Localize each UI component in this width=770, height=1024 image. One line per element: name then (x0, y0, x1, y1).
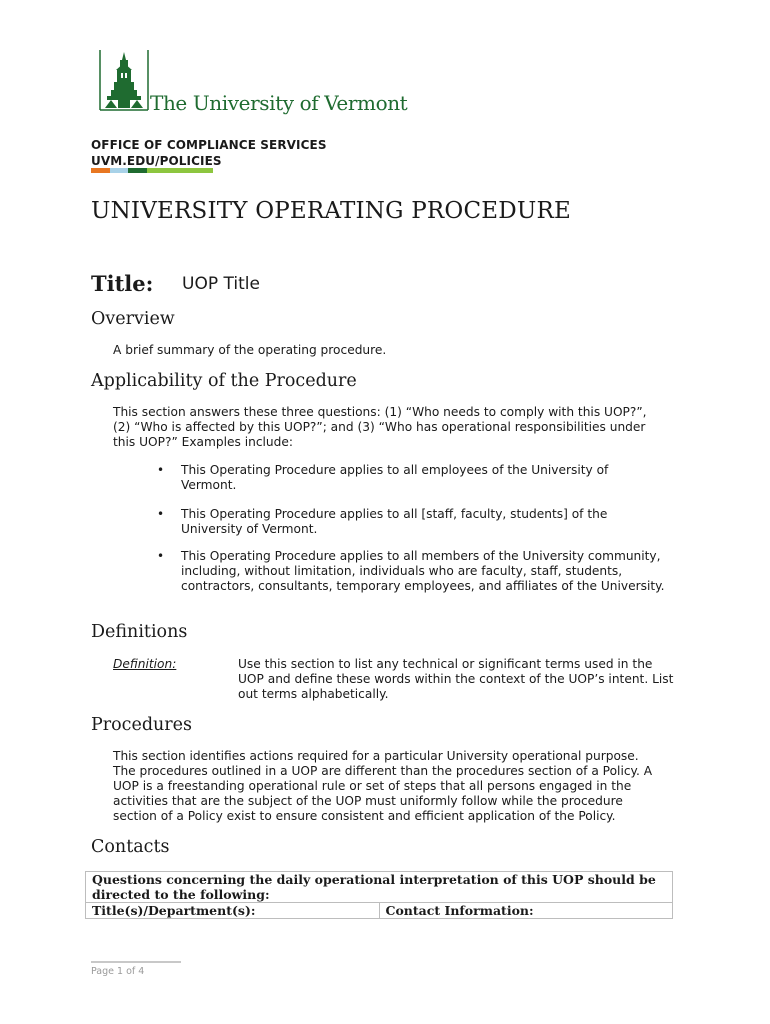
overview-text: A brief summary of the operating procedure. (113, 343, 387, 357)
column-title-department: Title(s)/Department(s): (86, 903, 380, 919)
bullet-item: This Operating Procedure applies to all members of the University community, including, without limitation, individuals who are faculty, staff, students, contractors, consultants, temporary employees, and affiliates of the University. (181, 549, 665, 593)
color-segment (110, 168, 128, 173)
color-segment (128, 168, 147, 173)
applicability-intro (113, 405, 688, 450)
intro-line: (2) “Who is affected by this UOP?”; and (3) “Who has operational responsibilities under (113, 420, 646, 434)
procedures-line: section of a Policy exist to ensure consistent and efficient application of the Policy. (113, 809, 616, 823)
table-header-cell: Questions concerning the daily operational interpretation of this UOP should be directed to the following: (86, 872, 673, 903)
procedures-text (113, 749, 713, 824)
procedures-line: This section identifies actions required for a particular University operational purpose. (113, 749, 639, 763)
footer-rule (91, 961, 181, 963)
document-heading: UNIVERSITY OPERATING PROCEDURE (91, 198, 571, 224)
procedures-line: activities that are the subject of the UOP must uniformly follow while the procedure (113, 794, 623, 808)
university-wordmark: The University of Vermont (150, 91, 408, 115)
bullet-icon: • (157, 463, 165, 477)
procedures-heading: Procedures (91, 715, 193, 735)
color-segment (147, 168, 213, 173)
color-segment (91, 168, 110, 173)
procedures-line: The procedures outlined in a UOP are different than the procedures section of a Policy. A (113, 764, 653, 778)
intro-line: This section answers these three questions: (1) “Who needs to comply with this UOP?”, (113, 405, 647, 419)
contacts-heading: Contacts (91, 837, 170, 857)
table-row (86, 872, 673, 903)
definitions-heading: Definitions (91, 622, 188, 642)
intro-line: this UOP?” Examples include: (113, 435, 293, 449)
column-contact-information: Contact Information: (379, 903, 673, 919)
procedures-line: UOP is a freestanding operational rule or set of steps that all persons engaged in the (113, 779, 632, 793)
policies-site: UVM.EDU/POLICIES (91, 154, 222, 168)
definition-text: Use this section to list any technical or significant terms used in the UOP and define these words within the context of the UOP’s intent. List out terms alphabetically. (238, 657, 674, 701)
bullet-item: This Operating Procedure applies to all employees of the University of Vermont. (181, 463, 609, 492)
uvm-logo-seal (99, 50, 149, 115)
title-label: Title: (91, 271, 154, 296)
applicability-heading: Applicability of the Procedure (91, 371, 357, 391)
bullet-item: This Operating Procedure applies to all [staff, faculty, students] of the University of Vermont. (181, 507, 608, 536)
definition-term: Definition: (113, 657, 177, 671)
brand-color-bar (91, 168, 213, 173)
office-name: OFFICE OF COMPLIANCE SERVICES (91, 138, 327, 152)
table-row (86, 903, 673, 919)
tower-icon (99, 50, 149, 111)
bullet-icon: • (157, 507, 165, 521)
page-number: Page 1 of 4 (91, 966, 145, 977)
overview-heading: Overview (91, 309, 175, 329)
contacts-table (85, 871, 673, 919)
title-value: UOP Title (182, 274, 260, 294)
bullet-icon: • (157, 549, 165, 563)
